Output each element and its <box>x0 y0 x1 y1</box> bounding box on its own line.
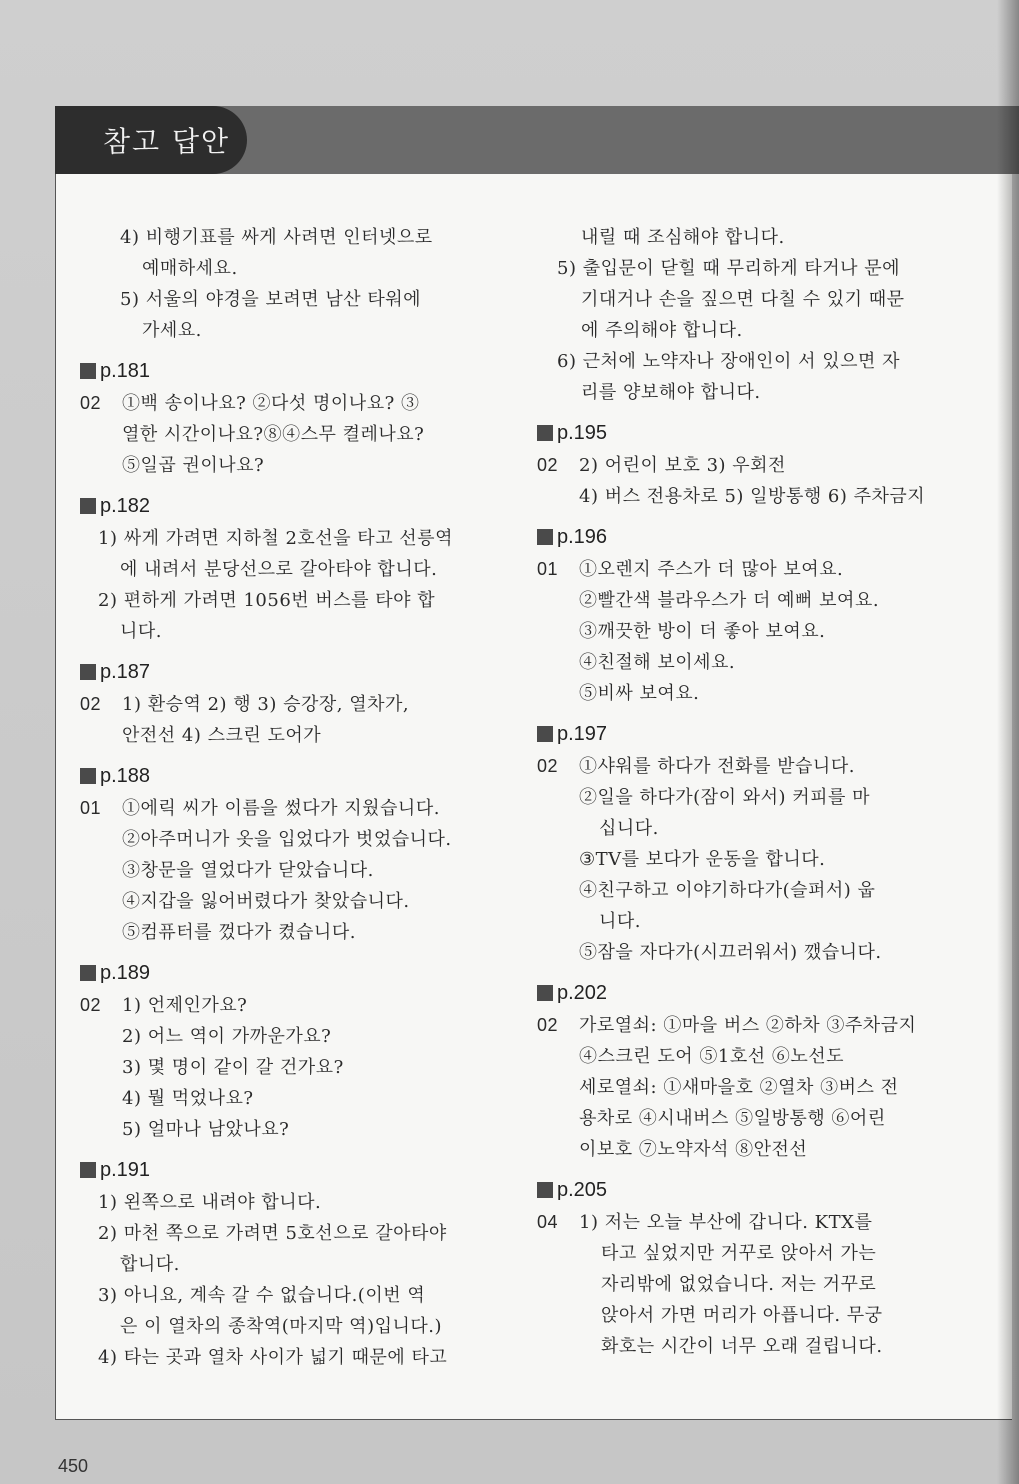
answer-line: ②아주머니가 옷을 입었다가 벗었습니다. <box>122 829 452 850</box>
answer-line: 에 내려서 분당선으로 갈아타야 합니다. <box>120 559 438 580</box>
answer-line <box>537 1010 942 1041</box>
section-page-ref: p.188 <box>100 765 151 787</box>
answer-line: ②일을 하다가(잠이 와서) 커피를 마 <box>579 787 870 808</box>
answer-line: 5) 얼마나 남았나요? <box>122 1119 290 1140</box>
answer-line: 합니다. <box>120 1254 180 1275</box>
question-number: 04 <box>537 1212 559 1232</box>
answer-line: 4) 비행기표를 싸게 사려면 인터넷으로 <box>120 227 433 248</box>
header-tab <box>55 106 247 174</box>
answer-line: 가세요. <box>142 320 202 341</box>
answer-line: 타고 싶었지만 거꾸로 앉아서 가는 <box>601 1243 877 1264</box>
answer-line: ④지갑을 잃어버렸다가 찾았습니다. <box>122 891 410 912</box>
section-page-ref: p.182 <box>100 495 151 517</box>
answer-line: 5) 서울의 야경을 보려면 남산 타워에 <box>120 289 422 310</box>
answer-line: 세로열쇠: ①새마을호 ②열차 ③버스 전 <box>579 1077 899 1098</box>
answer-line: ③창문을 열었다가 닫았습니다. <box>122 860 374 881</box>
answer-line: 예매하세요. <box>142 258 238 279</box>
answer-text: 가로열쇠: ①마을 버스 ②하차 ③주차금지 <box>579 1015 917 1036</box>
answer-line: 니다. <box>599 911 641 932</box>
section-heading <box>80 489 480 523</box>
answer-text: ①샤워를 하다가 전화를 받습니다. <box>579 756 855 777</box>
square-bullet-icon <box>537 1182 553 1198</box>
answer-line: 안전선 4) 스크린 도어가 <box>122 725 322 746</box>
section-page-ref: p.189 <box>100 962 151 984</box>
question-number: 02 <box>80 393 102 413</box>
square-bullet-icon <box>80 768 96 784</box>
question-number: 02 <box>80 995 102 1015</box>
square-bullet-icon <box>80 965 96 981</box>
answer-line: 6) 근처에 노약자나 장애인이 서 있으면 자 <box>557 351 901 372</box>
section-heading <box>80 655 480 689</box>
answer-line: ④스크린 도어 ⑤1호선 ⑥노선도 <box>579 1046 844 1067</box>
section-heading <box>537 717 942 751</box>
section-heading <box>80 1153 480 1187</box>
section-heading <box>80 759 480 793</box>
answer-line: ⑤비싸 보여요. <box>579 683 700 704</box>
answer-line <box>537 450 942 481</box>
answer-line: 4) 타는 곳과 열차 사이가 넓기 때문에 타고 <box>98 1347 448 1368</box>
section-heading <box>80 956 480 990</box>
answer-line <box>80 990 480 1021</box>
answer-line: 2) 편하게 가려면 1056번 버스를 타야 합 <box>98 590 436 611</box>
answer-line: ⑤일곱 권이나요? <box>122 455 265 476</box>
answer-line: 기대거나 손을 짚으면 다칠 수 있기 때문 <box>581 289 905 310</box>
answer-line: 십니다. <box>599 818 659 839</box>
answer-line <box>80 388 480 419</box>
answer-line <box>537 554 942 585</box>
section-page-ref: p.202 <box>557 982 608 1004</box>
section-page-ref: p.196 <box>557 526 608 548</box>
left-column <box>80 222 480 1373</box>
page-edge-shadow <box>997 0 1019 1484</box>
answer-line: 화호는 시간이 너무 오래 걸립니다. <box>601 1336 883 1357</box>
square-bullet-icon <box>80 664 96 680</box>
answer-line: 자리밖에 없었습니다. 저는 거꾸로 <box>601 1274 877 1295</box>
square-bullet-icon <box>537 726 553 742</box>
square-bullet-icon <box>80 1162 96 1178</box>
section-page-ref: p.191 <box>100 1159 151 1181</box>
section-heading <box>537 976 942 1010</box>
answer-line: 열한 시간이나요?⑧④스무 켤레나요? <box>122 424 425 445</box>
answer-line <box>80 689 480 720</box>
answer-line <box>537 1207 942 1238</box>
answer-line: 3) 아니요, 계속 갈 수 없습니다.(이번 역 <box>98 1285 426 1306</box>
right-column <box>537 222 942 1362</box>
question-number: 02 <box>537 455 559 475</box>
answer-text: 1) 저는 오늘 부산에 갑니다. KTX를 <box>579 1212 873 1233</box>
answer-line: 2) 마천 쪽으로 가려면 5호선으로 갈아타야 <box>98 1223 447 1244</box>
answer-line: 이보호 ⑦노약자석 ⑧안전선 <box>579 1139 808 1160</box>
section-heading <box>537 416 942 450</box>
answer-text: ①백 송이나요? ②다섯 명이나요? ③ <box>122 393 420 414</box>
question-number: 02 <box>537 756 559 776</box>
answer-text: 1) 언제인가요? <box>122 995 248 1016</box>
answer-line: ②빨간색 블라우스가 더 예뻐 보여요. <box>579 590 880 611</box>
answer-line: 4) 뭘 먹었나요? <box>122 1088 254 1109</box>
question-number: 01 <box>537 559 559 579</box>
answer-line: ④친구하고 이야기하다가(슬퍼서) 웁 <box>579 880 876 901</box>
answer-line <box>80 793 480 824</box>
answer-line: ③TV를 보다가 운동을 합니다. <box>579 849 826 870</box>
question-number: 01 <box>80 798 102 818</box>
square-bullet-icon <box>537 425 553 441</box>
answer-line <box>537 751 942 782</box>
section-heading <box>80 354 480 388</box>
answer-line: 4) 버스 전용차로 5) 일방통행 6) 주차금지 <box>579 486 926 507</box>
section-page-ref: p.197 <box>557 723 608 745</box>
answer-line: 내릴 때 조심해야 합니다. <box>581 227 785 248</box>
question-number: 02 <box>80 694 102 714</box>
section-heading <box>537 520 942 554</box>
square-bullet-icon <box>537 529 553 545</box>
section-page-ref: p.205 <box>557 1179 608 1201</box>
answer-line: 니다. <box>120 621 162 642</box>
square-bullet-icon <box>537 985 553 1001</box>
answer-line: 3) 몇 명이 같이 갈 건가요? <box>122 1057 344 1078</box>
answer-line: 1) 왼쪽으로 내려야 합니다. <box>98 1192 322 1213</box>
page-title: 참고 답안 <box>103 125 231 158</box>
square-bullet-icon <box>80 498 96 514</box>
page-number: 450 <box>58 1456 89 1476</box>
square-bullet-icon <box>80 363 96 379</box>
section-page-ref: p.181 <box>100 360 151 382</box>
section-page-ref: p.195 <box>557 422 608 444</box>
answer-line: 2) 어느 역이 가까운가요? <box>122 1026 332 1047</box>
answer-line: 앉아서 가면 머리가 아픕니다. 무궁 <box>601 1305 883 1326</box>
answer-line: ⑤잠을 자다가(시끄러워서) 깼습니다. <box>579 942 882 963</box>
section-heading <box>537 1173 942 1207</box>
answer-text: ①오렌지 주스가 더 많아 보여요. <box>579 559 844 580</box>
answer-line: 용차로 ④시내버스 ⑤일방통행 ⑥어린 <box>579 1108 886 1129</box>
answer-line: 에 주의해야 합니다. <box>581 320 743 341</box>
answer-line: 리를 양보해야 합니다. <box>581 382 761 403</box>
answer-text: 2) 어린이 보호 3) 우회전 <box>579 455 786 476</box>
answer-line: ③깨끗한 방이 더 좋아 보여요. <box>579 621 826 642</box>
answer-text: 1) 환승역 2) 행 3) 승강장, 열차가, <box>122 694 410 715</box>
answer-line: 5) 출입문이 닫힐 때 무리하게 타거나 문에 <box>557 258 901 279</box>
section-page-ref: p.187 <box>100 661 151 683</box>
answer-line: ⑤컴퓨터를 껐다가 켰습니다. <box>122 922 356 943</box>
answer-line: ④친절해 보이세요. <box>579 652 736 673</box>
answer-text: ①에릭 씨가 이름을 썼다가 지웠습니다. <box>122 798 440 819</box>
answer-line: 은 이 열차의 종착역(마지막 역)입니다.) <box>120 1316 442 1337</box>
answer-line: 1) 싸게 가려면 지하철 2호선을 타고 선릉역 <box>98 528 453 549</box>
question-number: 02 <box>537 1015 559 1035</box>
